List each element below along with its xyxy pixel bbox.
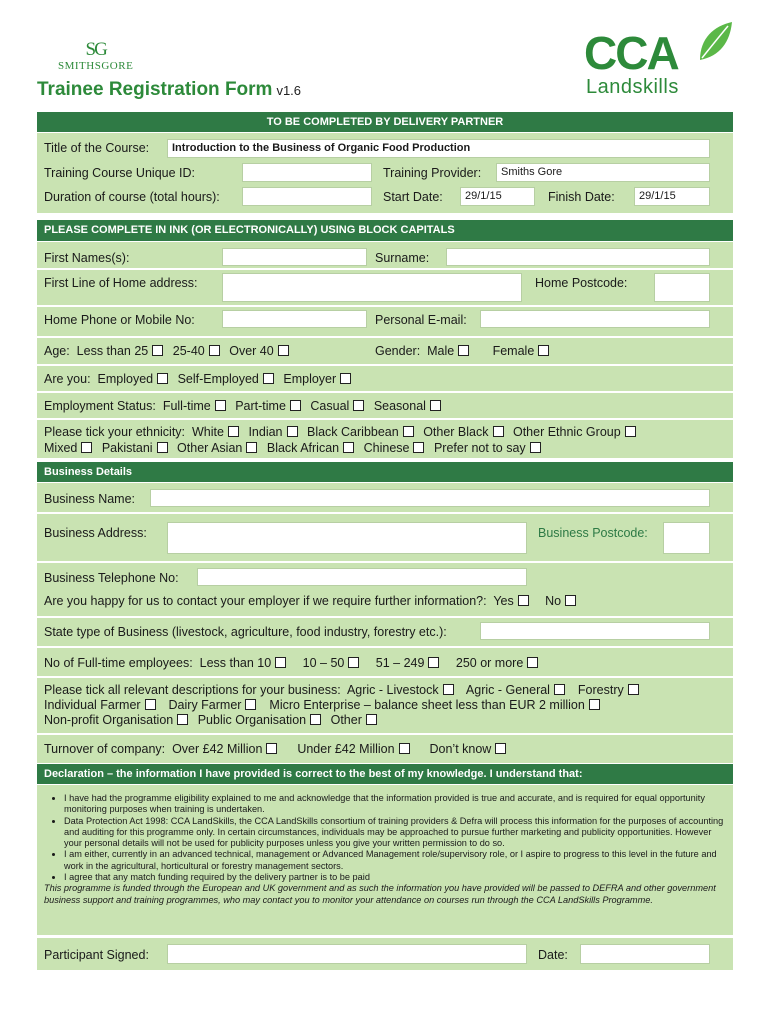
smithsgore-mark: SG: [85, 39, 106, 60]
business-type-label: State type of Business (livestock, agriculture, food industry, forestry etc.):: [44, 625, 447, 639]
forestry-checkbox[interactable]: [628, 684, 639, 695]
employment-status-row: [44, 399, 447, 413]
ethnicity-chinese-checkbox[interactable]: [413, 442, 424, 453]
row-divider: [37, 616, 733, 618]
gender-row: [375, 344, 555, 358]
cca-logo-subtext: Landskills: [586, 76, 679, 98]
start-date-label: Start Date:: [383, 190, 443, 204]
business-address-field[interactable]: [167, 522, 527, 554]
date-label: Date:: [538, 948, 568, 962]
turnover-row: [44, 742, 512, 756]
phone-field[interactable]: [222, 310, 367, 328]
business-desc-row-1: [44, 683, 645, 697]
are-you-option-label: Self-Employed: [177, 372, 259, 386]
unique-id-label: Training Course Unique ID:: [44, 166, 195, 180]
home-postcode-label: Home Postcode:: [535, 276, 628, 290]
duration-label: Duration of course (total hours):: [44, 190, 220, 204]
business-postcode-label: Business Postcode:: [538, 526, 648, 540]
gender-label: Gender:: [375, 344, 421, 358]
business-name-field[interactable]: [150, 489, 710, 507]
form-title: [37, 79, 301, 101]
section-header-declaration: Declaration – the information I have provided is correct to the best of my knowledge. I understand that:: [37, 764, 733, 784]
row-divider: [37, 418, 733, 420]
age-less-than-25-checkbox[interactable]: [152, 345, 163, 356]
row-divider: [37, 336, 733, 338]
are-you-option-label: Employed: [97, 372, 154, 386]
employees-250-plus-checkbox[interactable]: [527, 657, 538, 668]
other-organisation-checkbox[interactable]: [366, 714, 377, 725]
ethnicity-option-label: Pakistani: [101, 441, 153, 455]
contact-no-checkbox[interactable]: [565, 595, 576, 606]
row-divider: [37, 268, 733, 270]
ethnicity-other-black-checkbox[interactable]: [493, 426, 504, 437]
desc-option-label: Dairy Farmer: [168, 698, 242, 712]
home-postcode-field[interactable]: [654, 273, 710, 302]
row-divider: [37, 676, 733, 678]
age-option-label: 25-40: [172, 344, 205, 358]
gender-option-label: Female: [492, 344, 535, 358]
section-header-delivery-partner: TO BE COMPLETED BY DELIVERY PARTNER: [37, 112, 733, 132]
first-names-label: First Names(s):: [44, 251, 130, 265]
agric-general-checkbox[interactable]: [554, 684, 565, 695]
status-option-label: Casual: [310, 399, 350, 413]
section-header-personal: PLEASE COMPLETE IN INK (OR ELECTRONICALLY) USING BLOCK CAPITALS: [37, 220, 733, 241]
turnover-option-label: Under £42 Million: [297, 742, 395, 756]
phone-label: Home Phone or Mobile No:: [44, 313, 195, 327]
individual-farmer-checkbox[interactable]: [145, 699, 156, 710]
micro-enterprise-checkbox[interactable]: [589, 699, 600, 710]
contact-employer-row: [44, 594, 582, 608]
section-header-business: Business Details: [37, 462, 733, 482]
surname-label: Surname:: [375, 251, 430, 265]
turnover-over-checkbox[interactable]: [266, 743, 277, 754]
row-divider: [37, 391, 733, 393]
turnover-option-label: Don’t know: [429, 742, 492, 756]
age-over-40-checkbox[interactable]: [278, 345, 289, 356]
age-option-label: Over 40: [229, 344, 274, 358]
ethnicity-prefer-not-checkbox[interactable]: [530, 442, 541, 453]
business-desc-row-3: [44, 713, 383, 727]
row-divider: [37, 305, 733, 307]
desc-option-label: Agric - General: [465, 683, 550, 697]
status-option-label: Part-time: [235, 399, 286, 413]
full-time-checkbox[interactable]: [215, 400, 226, 411]
cca-landskills-logo: [584, 20, 734, 100]
ethnicity-indian-checkbox[interactable]: [287, 426, 298, 437]
participant-signed-label: Participant Signed:: [44, 948, 149, 962]
form-version: v1.6: [276, 83, 302, 98]
desc-option-label: Individual Farmer: [44, 698, 141, 712]
employees-10-50-checkbox[interactable]: [348, 657, 359, 668]
row-divider: [37, 646, 733, 648]
row-divider: [37, 364, 733, 366]
ethnicity-row-1: [44, 425, 642, 439]
funding-statement: This programme is funded through the European and UK government and as such the information you have provided will be passed to DEFRA and other government business support and training programmes, who may contact you to monitor your attendance on courses run through the CCA LandSkills Programme.: [44, 883, 716, 905]
business-postcode-field[interactable]: [663, 522, 710, 554]
turnover-label: Turnover of company:: [44, 742, 166, 756]
finish-date-field[interactable]: 29/1/15: [634, 187, 710, 206]
ethnicity-option-label: Black African: [266, 441, 340, 455]
course-title-field[interactable]: Introduction to the Business of Organic Food Production: [167, 139, 710, 158]
business-desc-row-2: [44, 698, 606, 712]
provider-label: Training Provider:: [383, 166, 482, 180]
gender-female-checkbox[interactable]: [538, 345, 549, 356]
ethnicity-pakistani-checkbox[interactable]: [157, 442, 168, 453]
business-type-field[interactable]: [480, 622, 710, 640]
employer-checkbox[interactable]: [340, 373, 351, 384]
ethnicity-black-african-checkbox[interactable]: [343, 442, 354, 453]
declaration-bullet: • I have had the programme eligibility explained to me and acknowledge that the information provided is true and accurate, and is required for equal opportunity monitoring purposes when training is undertaken.: [64, 793, 724, 816]
dairy-farmer-checkbox[interactable]: [245, 699, 256, 710]
desc-option-label: Non-profit Organisation: [44, 713, 174, 727]
turnover-option-label: Over £42 Million: [172, 742, 263, 756]
part-time-checkbox[interactable]: [290, 400, 301, 411]
home-address-field[interactable]: [222, 273, 522, 302]
first-names-field[interactable]: [222, 248, 367, 266]
age-option-label: Less than 25: [76, 344, 149, 358]
form-title-text: Trainee Registration Form: [37, 79, 273, 100]
desc-option-label: Other: [330, 713, 362, 727]
provider-field[interactable]: Smiths Gore: [496, 163, 710, 182]
turnover-dont-know-checkbox[interactable]: [495, 743, 506, 754]
desc-option-label: Public Organisation: [197, 713, 307, 727]
desc-option-label: Micro Enterprise – balance sheet less than EUR 2 million: [269, 698, 585, 712]
ethnicity-white-checkbox[interactable]: [228, 426, 239, 437]
ethnicity-option-label: Mixed: [44, 441, 78, 455]
signature-date-field[interactable]: [580, 944, 710, 964]
gender-male-checkbox[interactable]: [458, 345, 469, 356]
employees-row: [44, 656, 544, 670]
contact-yes-checkbox[interactable]: [518, 595, 529, 606]
agric-livestock-checkbox[interactable]: [443, 684, 454, 695]
leaf-icon: [694, 20, 734, 64]
declaration-bullet: • Data Protection Act 1998: CCA LandSkills, the CCA LandSkills consortium of training providers & Defra will process this information for the purposes of accounting and auditing for this programme only. In certain circumstances, individuals may be approached to pursue further marketing and publicity opportunities. However your personal details will not be used for publicity purposes unless you give your written permission to do so.: [64, 816, 724, 850]
ethnicity-option-label: White: [192, 425, 224, 439]
email-label: Personal E-mail:: [375, 313, 467, 327]
finish-date-label: Finish Date:: [548, 190, 615, 204]
public-organisation-checkbox[interactable]: [310, 714, 321, 725]
unique-id-field[interactable]: [242, 163, 372, 182]
business-desc-label: Please tick all relevant descriptions for your business:: [44, 683, 341, 697]
business-phone-label: Business Telephone No:: [44, 571, 179, 585]
are-you-label: Are you:: [44, 372, 91, 386]
ethnicity-other-group-checkbox[interactable]: [625, 426, 636, 437]
seasonal-checkbox[interactable]: [430, 400, 441, 411]
status-option-label: Seasonal: [373, 399, 426, 413]
employees-label: No of Full-time employees:: [44, 656, 193, 670]
age-row: [44, 344, 295, 358]
declaration-bullet: • I am either, currently in an advanced technical, management or Advanced Management role/supervisory role, or I aspire to progress to this level in the future and work in the agricultural, horticultural or forestry management sectors.: [64, 849, 724, 872]
business-name-label: Business Name:: [44, 492, 136, 506]
home-address-label: First Line of Home address:: [44, 276, 198, 290]
course-title-label: Title of the Course:: [44, 141, 150, 155]
desc-option-label: Forestry: [577, 683, 624, 697]
ethnicity-row-2: [44, 441, 547, 455]
smithsgore-logo: [58, 40, 133, 72]
are-you-option-label: Employer: [283, 372, 337, 386]
employees-less-10-checkbox[interactable]: [275, 657, 286, 668]
duration-field[interactable]: [242, 187, 372, 206]
participant-signature-field[interactable]: [167, 944, 527, 964]
are-you-row: [44, 372, 357, 386]
employed-checkbox[interactable]: [157, 373, 168, 384]
ethnicity-option-label: Other Black: [423, 425, 489, 439]
ethnicity-label: Please tick your ethnicity:: [44, 425, 186, 439]
surname-field[interactable]: [446, 248, 710, 266]
business-phone-field[interactable]: [197, 568, 527, 586]
ethnicity-option-label: Other Ethnic Group: [512, 425, 621, 439]
self-employed-checkbox[interactable]: [263, 373, 274, 384]
age-25-40-checkbox[interactable]: [209, 345, 220, 356]
start-date-field[interactable]: 29/1/15: [460, 187, 535, 206]
ethnicity-option-label: Black Caribbean: [306, 425, 399, 439]
smithsgore-wordmark: SMITHSGORE: [58, 60, 134, 72]
contact-option-label: No: [545, 594, 562, 608]
employees-51-249-checkbox[interactable]: [428, 657, 439, 668]
contact-option-label: Yes: [493, 594, 514, 608]
ethnicity-option-label: Chinese: [363, 441, 410, 455]
row-divider: [37, 733, 733, 735]
turnover-under-checkbox[interactable]: [399, 743, 410, 754]
ethnicity-black-caribbean-checkbox[interactable]: [403, 426, 414, 437]
cca-logo-text: CCA: [584, 27, 678, 79]
gender-option-label: Male: [427, 344, 455, 358]
business-address-label: Business Address:: [44, 526, 147, 540]
casual-checkbox[interactable]: [353, 400, 364, 411]
age-label: Age:: [44, 344, 70, 358]
employees-option-label: Less than 10: [199, 656, 272, 670]
employment-status-label: Employment Status:: [44, 399, 156, 413]
contact-employer-question: Are you happy for us to contact your employer if we require further information?:: [44, 594, 487, 608]
desc-option-label: Agric - Livestock: [346, 683, 439, 697]
status-option-label: Full-time: [162, 399, 211, 413]
ethnicity-option-label: Indian: [248, 425, 283, 439]
employees-option-label: 51 – 249: [375, 656, 425, 670]
employees-option-label: 10 – 50: [302, 656, 345, 670]
declaration-text: [44, 793, 724, 906]
ethnicity-option-label: Prefer not to say: [433, 441, 526, 455]
non-profit-checkbox[interactable]: [177, 714, 188, 725]
ethnicity-option-label: Other Asian: [177, 441, 243, 455]
row-divider: [37, 561, 733, 563]
ethnicity-mixed-checkbox[interactable]: [81, 442, 92, 453]
declaration-bullet: • I agree that any match funding required by the delivery partner is to be paid: [64, 872, 724, 883]
ethnicity-other-asian-checkbox[interactable]: [246, 442, 257, 453]
email-field[interactable]: [480, 310, 710, 328]
employees-option-label: 250 or more: [455, 656, 524, 670]
row-divider: [37, 512, 733, 514]
